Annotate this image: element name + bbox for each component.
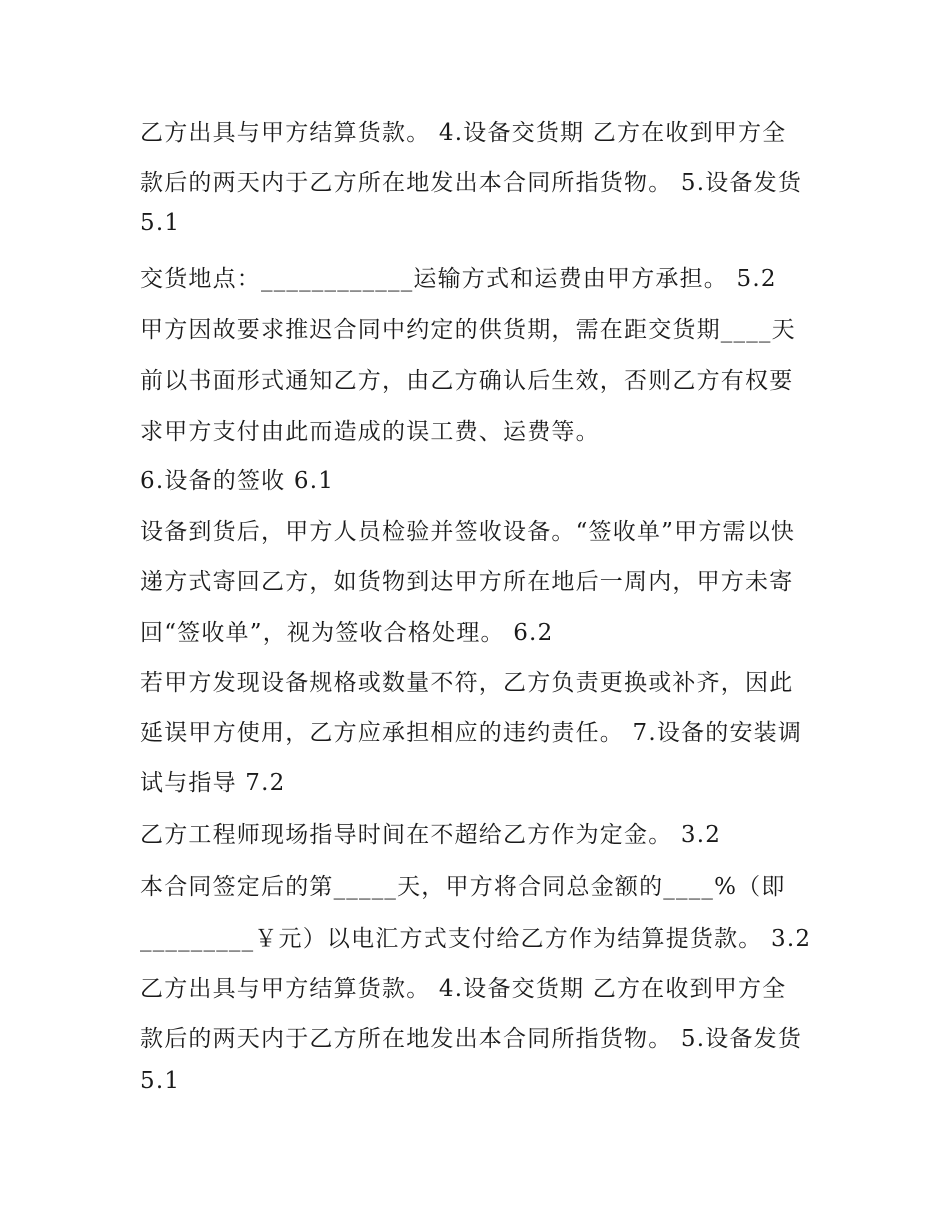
text-line: 求甲方支付由此而造成的误工费、运费等。 — [140, 419, 600, 445]
text-line: 前以书面形式通知乙方，由乙方确认后生效，否则乙方有权要 — [140, 368, 794, 394]
text-line: 延误甲方使用，乙方应承担相应的违约责任。 7.设备的安装调 — [140, 720, 803, 746]
text-line: 5.1 — [140, 1068, 181, 1094]
text-line: 款后的两天内于乙方所在地发出本合同所指货物。 5.设备发货 — [140, 170, 803, 196]
text-line: 乙方出具与甲方结算货款。 4.设备交货期 乙方在收到甲方全 — [140, 120, 787, 146]
text-line: 乙方出具与甲方结算货款。 4.设备交货期 乙方在收到甲方全 — [140, 976, 787, 1002]
text-line: 设备到货后，甲方人员检验并签收设备。“签收单”甲方需以快 — [140, 519, 796, 545]
text-line: 试与指导 7.2 — [140, 770, 286, 796]
text-line: 乙方工程师现场指导时间在不超给乙方作为定金。 3.2 — [140, 822, 722, 848]
text-line: 甲方因故要求推迟合同中约定的供货期，需在距交货期____天 — [140, 317, 796, 343]
text-line: 5.1 — [140, 210, 181, 236]
text-line: 回“签收单”，视为签收合格处理。 6.2 — [140, 620, 554, 646]
text-line: 若甲方发现设备规格或数量不符，乙方负责更换或补齐，因此 — [140, 670, 794, 696]
text-line: 本合同签定后的第_____天，甲方将合同总金额的____%（即 — [140, 874, 786, 900]
text-line: 交货地点：____________运输方式和运费由甲方承担。 5.2 — [140, 266, 777, 292]
text-line: 款后的两天内于乙方所在地发出本合同所指货物。 5.设备发货 — [140, 1026, 803, 1052]
text-line: 递方式寄回乙方，如货物到达甲方所在地后一周内，甲方未寄 — [140, 569, 794, 595]
text-line: _________￥元）以电汇方式支付给乙方作为结算提货款。 3.2 — [140, 926, 812, 952]
text-line: 6.设备的签收 6.1 — [140, 468, 335, 494]
